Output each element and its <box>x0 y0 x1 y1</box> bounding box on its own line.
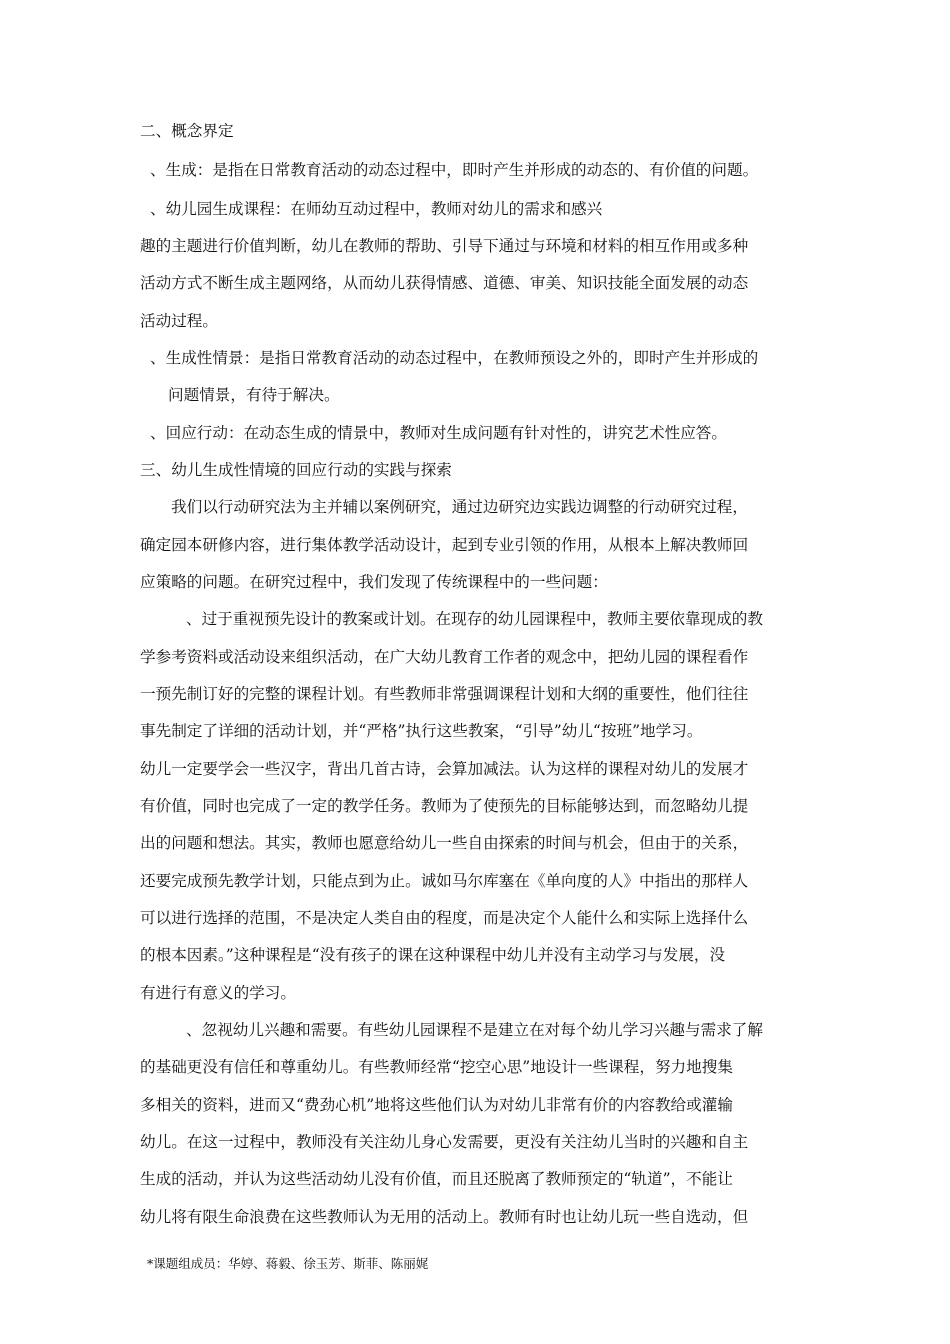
paragraph-line: 可以进行选择的范围，不是决定人类自由的程度，而是决定个人能什么和实际上选择什么 <box>140 909 749 927</box>
paragraph-line: 出的问题和想法。其实，教师也愿意给幼儿一些自由探索的时间与机会，但由于的关系， <box>140 834 749 852</box>
paragraph-line: 幼儿将有限生命浪费在这些教师认为无用的活动上。教师有时也让幼儿玩一些自选动，但 <box>140 1208 749 1226</box>
paragraph-line: 多相关的资料，进而又“费劲心机”地将这些他们认为对幼儿非常有价的内容教给或灌输 <box>140 1096 733 1114</box>
paragraph-line: 的根本因素。”这种课程是“没有孩子的课在这种课程中幼儿并没有主动学习与发展，没 <box>140 946 726 964</box>
section-heading-3: 三、幼儿生成性情境的回应行动的实践与探索 <box>140 461 452 479</box>
paragraph-line: 应策略的问题。在研究过程中，我们发现了传统课程中的一些问题： <box>140 573 608 591</box>
definition-response-action: 、回应行动：在动态生成的情景中，教师对生成问题有针对性的，讲究艺术性应答。 <box>150 424 727 442</box>
paragraph-line: 活动方式不断生成主题网络，从而幼儿获得情感、道德、审美、知识技能全面发展的动态 <box>140 274 749 292</box>
paragraph-line: 有进行有意义的学习。 <box>140 984 296 1002</box>
footnote: *课题组成员：华婷、蒋毅、徐玉芳、斯菲、陈丽娓 <box>147 1256 429 1271</box>
paragraph-line: 我们以行动研究法为主并辅以案例研究，通过边研究边实践边调整的行动研究过程， <box>171 498 748 516</box>
paragraph-line: 有价值，同时也完成了一定的教学任务。教师为了使预先的目标能够达到，而忽略幼儿提 <box>140 797 749 815</box>
paragraph-line: 幼儿一定要学会一些汉字，背出几首古诗，会算加减法。认为这样的课程对幼儿的发展才 <box>140 760 749 778</box>
paragraph-line: 问题情景，有待于解决。 <box>168 386 340 404</box>
definition-generative-curriculum: 、幼儿园生成课程：在师幼互动过程中，教师对幼儿的需求和感兴 <box>150 200 603 218</box>
paragraph-line: 趣的主题进行价值判断，幼儿在教师的帮助、引导下通过与环境和材料的相互作用或多种 <box>140 237 749 255</box>
paragraph-line: 还要完成预先教学计划，只能点到为止。诚如马尔库塞在《单向度的人》中指出的那样人 <box>140 872 749 890</box>
paragraph-line: 事先制定了详细的活动计划，并“严格”执行这些教案，“引导”幼儿“按班”地学习。 <box>140 722 703 740</box>
paragraph-line: 确定园本研修内容，进行集体教学活动设计，起到专业引领的作用，从根本上解决教师回 <box>140 536 749 554</box>
paragraph-line: 学参考资料或活动设来组织活动，在广大幼儿教育工作者的观念中，把幼儿园的课程看作 <box>140 648 749 666</box>
section-heading-2: 二、概念界定 <box>140 122 234 140</box>
definition-generation: 、生成：是指在日常教育活动的动态过程中，即时产生并形成的动态的、有价值的问题。 <box>150 161 759 179</box>
paragraph-line: 生成的活动，并认为这些活动幼儿没有价值，而且还脱离了教师预定的“轨道”，不能让 <box>140 1170 733 1188</box>
paragraph-line: 的基础更没有信任和尊重幼儿。有些教师经常“挖空心思”地设计一些课程，努力地搜集 <box>140 1058 733 1076</box>
definition-generative-situation: 、生成性情景：是指日常教育活动的动态过程中，在教师预设之外的，即时产生并形成的 <box>150 349 759 367</box>
paragraph-line: 一预先制订好的完整的课程计划。有些教师非常强调课程计划和大纲的重要性，他们往往 <box>140 685 749 703</box>
paragraph-line: 、过于重视预先设计的教案或计划。在现存的幼儿园课程中，教师主要依靠现成的教 <box>186 610 763 628</box>
paragraph-line: 、忽视幼儿兴趣和需要。有些幼儿园课程不是建立在对每个幼儿学习兴趣与需求了解 <box>186 1021 763 1039</box>
paragraph-line: 活动过程。 <box>140 312 218 330</box>
paragraph-line: 幼儿。在这一过程中，教师没有关注幼儿身心发需要，更没有关注幼儿当时的兴趣和自主 <box>140 1133 749 1151</box>
